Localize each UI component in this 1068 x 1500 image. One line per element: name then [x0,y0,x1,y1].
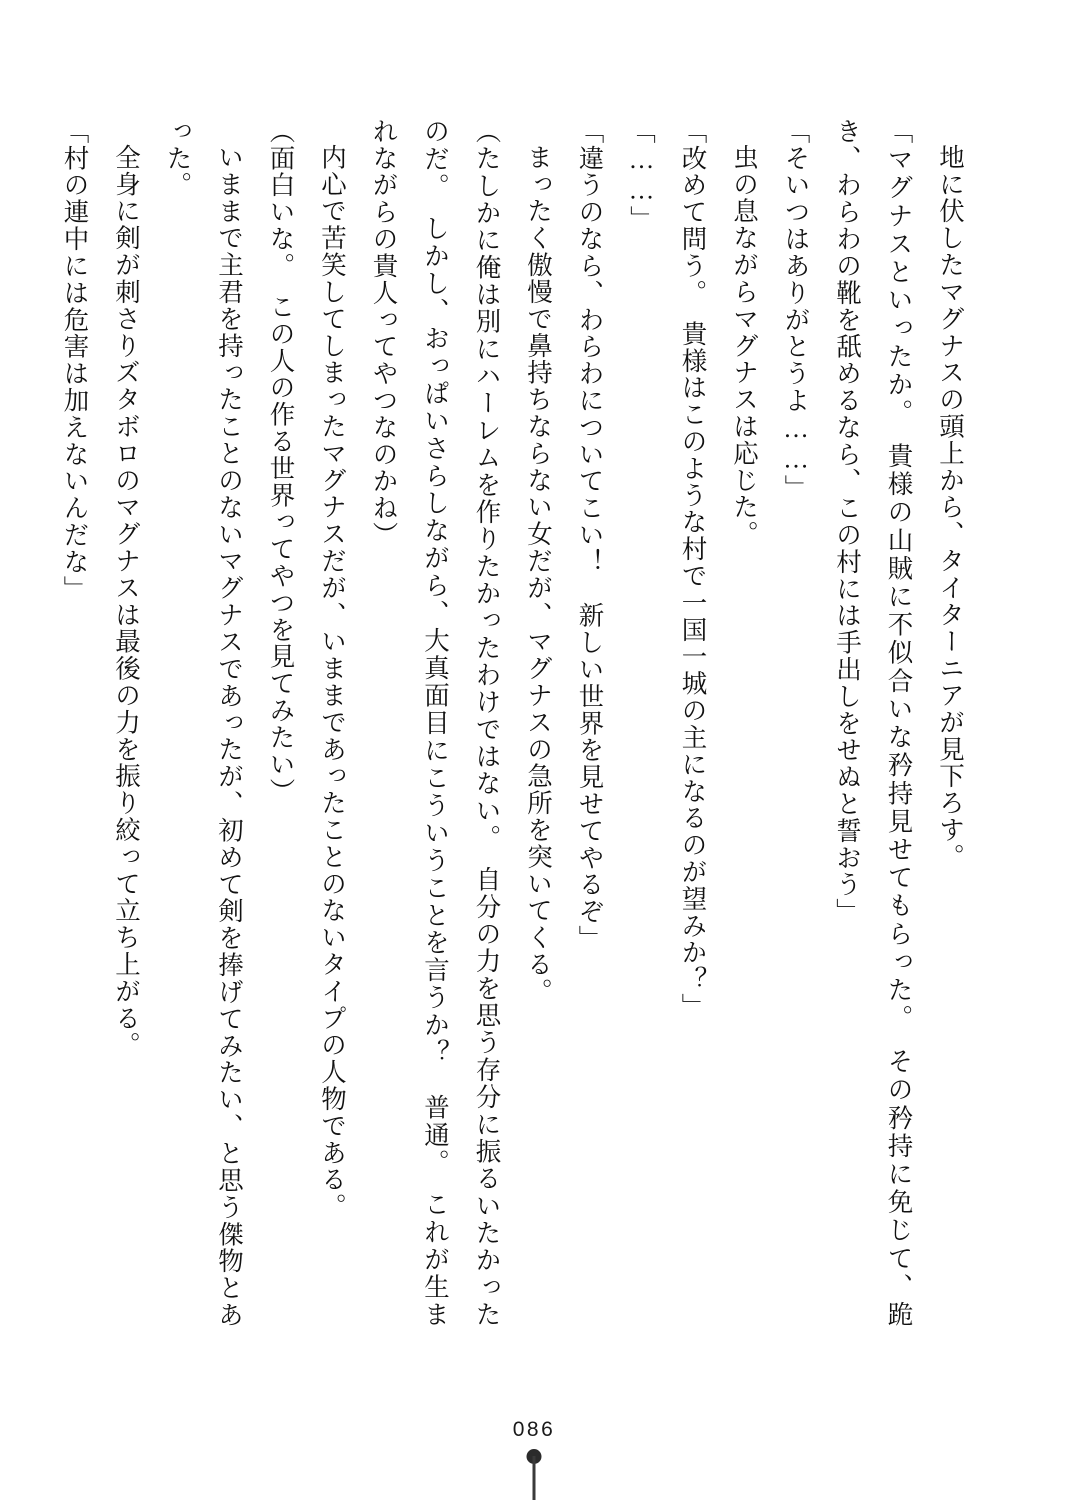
paragraph: まったく傲慢で鼻持ちならない女だが、マグナスの急所を突いてくる。 [524,143,553,1005]
paragraph: 「違うのなら、わらわについてこい！ 新しい世界を見せてやるぞ」 [575,118,605,952]
paragraph: （たしかに俺は別にハーレムを作りたかったわけではない。 自分の力を思う存分に振るいたかったのだ。 しかし、おっぱいさらしながら、大真面目にこういうことを言うか？ 普通。 これが生まれながらの貴人ってやつなのかね） [369,118,502,1328]
paragraph: 「マグナスといったか。 貴様の山賊に不似合いな矜持見せてもらった。 その矜持に免じて、跪き、わらわの靴を舐めるなら、この村には手出しをせぬと誓おう」 [833,118,914,1328]
page-text-body [60,118,976,1328]
footer-rule-ornament [533,1456,536,1500]
paragraph: 地に伏したマグナスの頭上から、タイターニアが見下ろす。 [936,143,965,870]
paragraph: （面白いな。 この人の作る世界ってやつを見てみたい） [266,118,296,805]
paragraph: 「そいつはありがとうよ……」 [781,118,811,502]
paragraph: 「……」 [627,118,656,233]
paragraph: 内心で苦笑してしまったマグナスだが、いままであったことのないタイプの人物である。 [318,143,347,1220]
paragraph: 「村の連中には危害は加えないんだな」 [60,118,90,603]
paragraph: 全身に剣が刺さりズタボロのマグナスは最後の力を振り絞って立ち上がる。 [112,143,141,1059]
paragraph: いままで主君を持ったことのないマグナスであったが、初めて剣を捧げてみたい、と思う傑物とあった。 [163,118,244,1328]
paragraph: 虫の息ながらマグナスは応じた。 [730,143,759,548]
paragraph: 「改めて問う。 貴様はこのような村で一国一城の主になるのが望みか？」 [678,118,708,1020]
page-number: 086 [512,1418,556,1441]
